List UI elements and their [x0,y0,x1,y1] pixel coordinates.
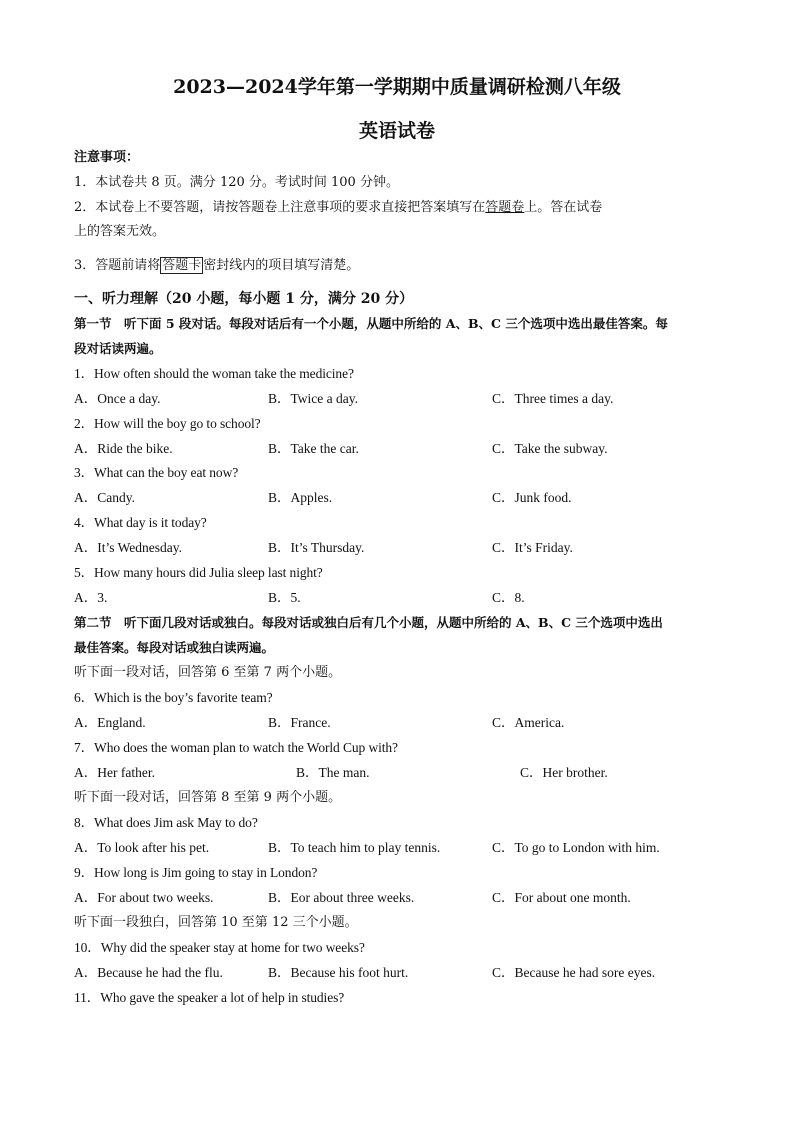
q4-option-c: C．It’s Friday. [492,540,573,555]
q9-option-b: B．Eor about three weeks. [268,890,415,905]
answer-sheet-underlined: 答题卷 [485,200,525,215]
part2-instructions-cont: 最佳答案。每段对话或独白读两遍。 [74,640,275,655]
question-8: 8．What does Jim ask May to do? [74,815,258,830]
notice-heading: 注意事项： [74,150,140,165]
q3-option-a: A．Candy. [74,490,135,505]
question-7: 7．Who does the woman plan to watch the World Cup with? [74,740,398,755]
q10-option-b: B．Because his foot hurt. [268,965,409,980]
notice-item-3-text: 3．答题前请将 [74,258,161,273]
notice-item-2 [74,199,734,217]
q2-option-b: B．Take the car. [268,441,359,456]
q8-option-c: C．To go to London with him. [492,840,660,855]
exam-subtitle: 英语试卷 [358,120,435,142]
q7-option-a: A．Her father. [74,765,155,780]
question-1: 1．How often should the woman take the medicine? [74,366,354,381]
q9-option-c: C．For about one month. [492,890,631,905]
q8-option-b: B．To teach him to play tennis. [268,840,441,855]
part1-instructions: 第一节 听下面 5 段对话。每段对话后有一个小题，从题中所给的 A、B、C 三个选项中选出最佳答案。每 [74,316,668,331]
question-3: 3．What can the boy eat now? [74,465,239,480]
question-11: 11．Who gave the speaker a lot of help in studies? [74,990,345,1005]
question-10: 10．Why did the speaker stay at home for two weeks? [74,940,365,955]
q2-option-c: C．Take the subway. [492,441,608,456]
q1-option-a: A．Once a day. [74,391,161,406]
q10-option-a: A．Because he had the flu. [74,965,223,980]
notice-item-3 [74,257,734,275]
part1-instructions-cont: 段对话读两遍。 [74,341,162,356]
intro-q10-12: 听下面一段独白，回答第 10 至第 12 三个小题。 [74,915,358,930]
notice-item-2-text-end: 上。答在试卷 [524,200,603,215]
notice-item-1: 1．本试卷共 8 页。满分 120 分。考试时间 100 分钟。 [74,175,399,190]
q4-option-b: B．It’s Thursday. [268,540,365,555]
q7-option-b: B．The man. [296,765,370,780]
notice-item-3-text-end: 密封线内的项目填写清楚。 [203,258,360,273]
part2-instructions: 第二节 听下面几段对话或独白。每段对话或独白后有几个小题，从题中所给的 A、B、C 三个选项中选出 [74,615,663,630]
q5-option-a: A．3. [74,590,108,605]
q3-option-b: B．Apples. [268,490,333,505]
q1-option-c: C．Three times a day. [492,391,614,406]
intro-q8-9: 听下面一段对话，回答第 8 至第 9 两个小题。 [74,790,342,805]
q6-option-a: A．England. [74,715,146,730]
q5-option-b: B．5. [268,590,301,605]
q1-option-b: B．Twice a day. [268,391,359,406]
notice-item-2-text: 2．本试卷上不要答题，请按答题卷上注意事项的要求直接把答案填写在 [74,200,486,215]
q10-option-c: C．Because he had sore eyes. [492,965,656,980]
q5-option-c: C．8. [492,590,525,605]
q3-option-c: C．Junk food. [492,490,572,505]
q4-option-a: A．It’s Wednesday. [74,540,183,555]
question-4: 4．What day is it today? [74,515,207,530]
answer-card-boxed: 答题卡 [162,258,202,273]
q8-option-a: A．To look after his pet. [74,840,210,855]
q2-option-a: A．Ride the bike. [74,441,173,456]
q6-option-c: C．America. [492,715,565,730]
question-6: 6．Which is the boy’s favorite team? [74,690,273,705]
question-9: 9．How long is Jim going to stay in London? [74,865,318,880]
exam-title: 2023—2024学年第一学期期中质量调研检测八年级 [173,76,621,98]
question-2: 2．How will the boy go to school? [74,416,261,431]
question-5: 5．How many hours did Julia sleep last night? [74,565,323,580]
section1-heading: 一、听力理解（20 小题，每小题 1 分，满分 20 分） [74,291,414,307]
q7-option-c: C．Her brother. [520,765,608,780]
q6-option-b: B．France. [268,715,331,730]
notice-item-2-cont: 上的答案无效。 [74,224,166,239]
intro-q6-7: 听下面一段对话，回答第 6 至第 7 两个小题。 [74,665,342,680]
q9-option-a: A．For about two weeks. [74,890,214,905]
